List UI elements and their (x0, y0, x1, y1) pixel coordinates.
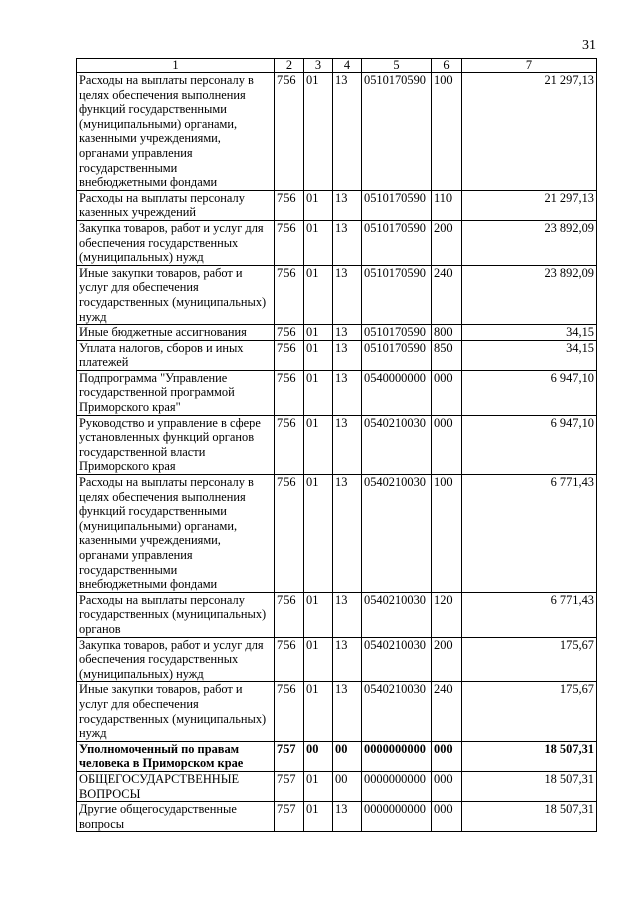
table-row (77, 475, 597, 593)
row-code-cell-c3: 00 (304, 741, 333, 771)
row-code-cell-c6: 110 (432, 190, 462, 220)
row-name-line: целях обеспечения выполнения (79, 87, 246, 102)
row-code-cell-c3: 01 (304, 771, 333, 801)
row-code-cell-c4: 13 (333, 475, 362, 593)
row-name-line: Расходы на выплаты персоналу в (79, 475, 254, 490)
row-name-line: платежей (79, 355, 129, 370)
column-header: 3 (304, 59, 333, 73)
table-row (77, 190, 597, 220)
row-code-cell-c2: 756 (275, 190, 304, 220)
row-code-cell-c5: 0510170590 (362, 340, 432, 370)
row-code-cell-c3: 01 (304, 592, 333, 637)
row-name-line: вопросы (79, 816, 125, 831)
row-code-cell-c3: 01 (304, 190, 333, 220)
row-name-line: Иные закупки товаров, работ и (79, 265, 243, 280)
table-header-row (77, 59, 597, 73)
row-name-line: (муниципальными) органами, (79, 518, 238, 533)
row-name-line: (муниципальных) нужд (79, 250, 204, 265)
row-code-cell-c3: 01 (304, 682, 333, 741)
row-name-cell (77, 415, 275, 474)
row-name-cell (77, 741, 275, 771)
table-row (77, 771, 597, 801)
row-code-cell-c2: 756 (275, 370, 304, 415)
row-code-cell-c4: 00 (333, 771, 362, 801)
row-name-line: Подпрограмма "Управление (79, 370, 228, 385)
row-code-cell-c6: 000 (432, 741, 462, 771)
row-amount-cell: 34,15 (462, 325, 597, 341)
row-name-line: органами управления (79, 548, 193, 562)
row-code-cell-c6: 000 (432, 802, 462, 832)
row-name-cell (77, 370, 275, 415)
row-code-cell-c5: 0540210030 (362, 415, 432, 474)
row-code-cell-c2: 756 (275, 475, 304, 593)
row-code-cell-c6: 850 (432, 340, 462, 370)
table-row (77, 592, 597, 637)
table-row (77, 682, 597, 741)
row-code-cell-c5: 0540210030 (362, 475, 432, 593)
row-name-line: обеспечения государственных (79, 235, 239, 250)
row-code-cell-c2: 756 (275, 637, 304, 682)
page-number: 31 (582, 38, 596, 53)
row-code-cell-c6: 240 (432, 265, 462, 324)
row-code-cell-c5: 0000000000 (362, 741, 432, 771)
row-code-cell-c6: 240 (432, 682, 462, 741)
row-name-line: нужд (79, 309, 107, 324)
row-amount-cell: 18 507,31 (462, 802, 597, 832)
row-name-line: установленных функций органов (79, 430, 255, 445)
table-row (77, 370, 597, 415)
row-code-cell-c4: 00 (333, 741, 362, 771)
row-code-cell-c2: 756 (275, 73, 304, 191)
row-name-cell (77, 771, 275, 801)
row-code-cell-c3: 01 (304, 475, 333, 593)
row-name-line: внебюджетными фондами (79, 577, 218, 592)
row-name-line: Закупка товаров, работ и услуг для (79, 220, 264, 235)
row-amount-cell: 6 771,43 (462, 592, 597, 637)
row-name-line: Руководство и управление в сфере (79, 415, 261, 430)
row-amount-cell: 23 892,09 (462, 220, 597, 265)
row-name-line: Приморского края (79, 459, 176, 474)
row-code-cell-c3: 01 (304, 325, 333, 341)
row-code-cell-c3: 01 (304, 637, 333, 682)
row-name-line: Расходы на выплаты персоналу в (79, 73, 254, 87)
row-code-cell-c2: 757 (275, 741, 304, 771)
row-code-cell-c6: 800 (432, 325, 462, 341)
row-code-cell-c2: 756 (275, 220, 304, 265)
row-code-cell-c6: 120 (432, 592, 462, 637)
row-amount-cell: 6 947,10 (462, 370, 597, 415)
row-code-cell-c3: 01 (304, 220, 333, 265)
table-row (77, 220, 597, 265)
row-code-cell-c6: 200 (432, 637, 462, 682)
row-name-line: ОБЩЕГОСУДАРСТВЕННЫЕ (79, 771, 240, 786)
row-amount-cell: 6 947,10 (462, 415, 597, 474)
row-code-cell-c5: 0000000000 (362, 802, 432, 832)
row-code-cell-c5: 0510170590 (362, 325, 432, 341)
table-row (77, 73, 597, 191)
row-name-line: человека в Приморском крае (79, 756, 244, 771)
row-name-line: (муниципальными) органами, (79, 116, 238, 131)
table-row (77, 340, 597, 370)
row-amount-cell: 21 297,13 (462, 73, 597, 191)
row-name-cell (77, 73, 275, 191)
row-name-cell (77, 475, 275, 593)
row-name-line: Уплата налогов, сборов и иных (79, 340, 244, 355)
row-code-cell-c3: 01 (304, 415, 333, 474)
row-amount-cell: 21 297,13 (462, 190, 597, 220)
row-code-cell-c2: 757 (275, 802, 304, 832)
row-code-cell-c3: 01 (304, 265, 333, 324)
row-code-cell-c6: 000 (432, 771, 462, 801)
row-name-cell (77, 190, 275, 220)
row-name-cell (77, 220, 275, 265)
row-name-line: Уполномоченный по правам (79, 741, 240, 756)
row-name-line: Иные бюджетные ассигнования (79, 325, 247, 340)
row-name-cell (77, 592, 275, 637)
row-code-cell-c5: 0540210030 (362, 682, 432, 741)
table-row (77, 325, 597, 341)
row-name-line: Закупка товаров, работ и услуг для (79, 637, 264, 652)
row-code-cell-c4: 13 (333, 415, 362, 474)
row-code-cell-c2: 756 (275, 415, 304, 474)
row-code-cell-c4: 13 (333, 220, 362, 265)
row-name-line: государственных (муниципальных) (79, 711, 267, 726)
row-code-cell-c6: 100 (432, 475, 462, 593)
budget-table (76, 58, 597, 832)
table-row (77, 637, 597, 682)
row-code-cell-c5: 0510170590 (362, 190, 432, 220)
row-code-cell-c5: 0510170590 (362, 220, 432, 265)
row-name-cell (77, 325, 275, 341)
row-code-cell-c3: 01 (304, 73, 333, 191)
row-code-cell-c4: 13 (333, 370, 362, 415)
row-name-line: казенных учреждений (79, 205, 196, 220)
row-code-cell-c3: 01 (304, 802, 333, 832)
row-code-cell-c4: 13 (333, 802, 362, 832)
row-name-cell (77, 265, 275, 324)
row-name-cell (77, 802, 275, 832)
row-code-cell-c6: 000 (432, 370, 462, 415)
row-code-cell-c4: 13 (333, 682, 362, 741)
row-amount-cell: 175,67 (462, 682, 597, 741)
row-code-cell-c2: 756 (275, 592, 304, 637)
row-code-cell-c4: 13 (333, 637, 362, 682)
row-name-line: государственной власти (79, 444, 206, 459)
row-code-cell-c4: 13 (333, 325, 362, 341)
row-name-line: обеспечения государственных (79, 652, 239, 667)
row-name-line: услуг для обеспечения (79, 696, 199, 711)
row-code-cell-c2: 756 (275, 340, 304, 370)
row-code-cell-c4: 13 (333, 592, 362, 637)
table-row (77, 265, 597, 324)
table-row (77, 802, 597, 832)
row-name-line: функций государственными (79, 102, 227, 117)
row-name-line: Иные закупки товаров, работ и (79, 682, 243, 697)
row-name-line: (муниципальных) нужд (79, 666, 204, 681)
row-name-line: казенными учреждениями, (79, 131, 221, 146)
table-row (77, 741, 597, 771)
column-header: 5 (362, 59, 432, 73)
row-name-line: функций государственными (79, 504, 227, 519)
row-code-cell-c4: 13 (333, 190, 362, 220)
row-name-line: услуг для обеспечения (79, 280, 199, 295)
row-code-cell-c2: 756 (275, 682, 304, 741)
row-name-line: нужд (79, 726, 107, 741)
row-name-line: внебюджетными фондами (79, 175, 218, 190)
row-name-line: целях обеспечения выполнения (79, 489, 246, 504)
row-name-cell (77, 637, 275, 682)
row-code-cell-c5: 0510170590 (362, 265, 432, 324)
row-amount-cell: 18 507,31 (462, 741, 597, 771)
row-name-line: государственной программой (79, 385, 235, 400)
row-name-line: органами управления (79, 145, 193, 160)
row-amount-cell: 23 892,09 (462, 265, 597, 324)
column-header: 1 (77, 59, 275, 73)
row-code-cell-c3: 01 (304, 370, 333, 415)
column-header: 2 (275, 59, 304, 73)
row-code-cell-c5: 0540000000 (362, 370, 432, 415)
row-name-line: Другие общегосударственные (79, 802, 237, 817)
row-name-line: Расходы на выплаты персоналу (79, 190, 245, 205)
row-amount-cell: 175,67 (462, 637, 597, 682)
row-code-cell-c6: 200 (432, 220, 462, 265)
row-name-line: казенными учреждениями, (79, 533, 221, 548)
row-name-cell (77, 340, 275, 370)
row-code-cell-c6: 100 (432, 73, 462, 191)
row-code-cell-c2: 757 (275, 771, 304, 801)
table-row (77, 415, 597, 474)
row-amount-cell: 18 507,31 (462, 771, 597, 801)
row-name-line: государственных (муниципальных) (79, 607, 267, 622)
row-code-cell-c2: 756 (275, 265, 304, 324)
row-name-line: государственных (муниципальных) (79, 294, 267, 309)
column-header: 7 (462, 59, 597, 73)
row-code-cell-c5: 0540210030 (362, 637, 432, 682)
row-code-cell-c4: 13 (333, 340, 362, 370)
column-header: 6 (432, 59, 462, 73)
row-code-cell-c3: 01 (304, 340, 333, 370)
row-name-line: государственными (79, 160, 178, 175)
row-name-line: государственными (79, 562, 178, 577)
row-code-cell-c5: 0540210030 (362, 592, 432, 637)
row-amount-cell: 6 771,43 (462, 475, 597, 593)
row-code-cell-c2: 756 (275, 325, 304, 341)
row-amount-cell: 34,15 (462, 340, 597, 370)
row-name-line: Расходы на выплаты персоналу (79, 592, 245, 607)
row-name-line: Приморского края" (79, 400, 181, 415)
row-code-cell-c4: 13 (333, 265, 362, 324)
column-header: 4 (333, 59, 362, 73)
row-code-cell-c5: 0510170590 (362, 73, 432, 191)
row-name-line: ВОПРОСЫ (79, 786, 141, 801)
row-name-cell (77, 682, 275, 741)
row-code-cell-c5: 0000000000 (362, 771, 432, 801)
row-code-cell-c4: 13 (333, 73, 362, 191)
row-name-line: органов (79, 621, 121, 636)
table-body (77, 73, 597, 832)
row-code-cell-c6: 000 (432, 415, 462, 474)
